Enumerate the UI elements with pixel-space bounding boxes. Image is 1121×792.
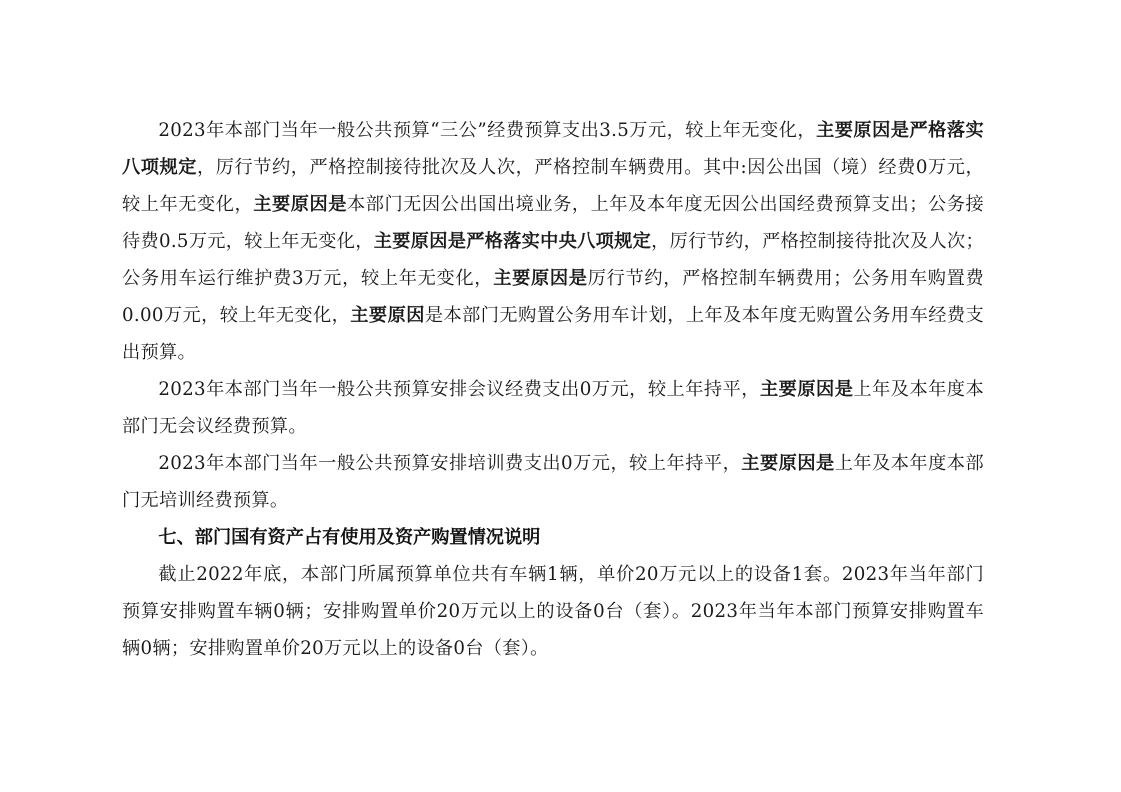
paragraph-meeting-expenses (122, 371, 984, 445)
bold-segment: 主要原因是 (493, 268, 588, 289)
text-segment: 本部门无因公出国出境业务，上年及本年度无因公出国经费预算支出；公务接待费0.5万元，较上年无变化， (122, 194, 984, 252)
text-segment: 2023年本部门当年一般公共预算“三公”经费预算支出3.5万元，较上年无变化， (158, 120, 817, 141)
heading-text: 七、部门国有资产占有使用及资产购置情况说明 (158, 527, 541, 548)
paragraph-three-public-expenses (122, 112, 984, 371)
bold-segment: 主要原因是 (759, 379, 854, 400)
text-segment: 上年及本年度本部门无会议经费预算。 (122, 379, 984, 437)
section-heading-state-assets (122, 519, 984, 556)
paragraph-asset-purchase (122, 556, 984, 667)
document-body (122, 112, 984, 667)
text-segment: 上年及本年度本部门无培训经费预算。 (122, 453, 984, 511)
bold-segment: 主要原因是 (741, 453, 835, 474)
bold-segment: 主要原因是严格落实中央八项规定 (373, 231, 652, 252)
text-segment: 厉行节约，严格控制车辆费用；公务用车购置费0.00万元，较上年无变化， (122, 268, 984, 326)
text-segment: ，厉行节约，严格控制接待批次及人次，严格控制车辆费用。其中:因公出国（境）经费0万元，较上年无变化， (122, 157, 984, 215)
text-segment: 截止2022年底，本部门所属预算单位共有车辆1辆，单价20万元以上的设备1套。2023年当年部门预算安排购置车辆0辆；安排购置单价20万元以上的设备0台（套）。2023年当年本部门预算安排购置车辆0辆；安排购置单价20万元以上的设备0台（套）。 (122, 564, 984, 659)
paragraph-training-expenses (122, 445, 984, 519)
text-segment: 2023年本部门当年一般公共预算安排会议经费支出0万元，较上年持平， (158, 379, 760, 400)
bold-segment: 主要原因是 (253, 194, 347, 215)
bold-segment: 主要原因 (350, 305, 425, 326)
text-segment: 2023年本部门当年一般公共预算安排培训费支出0万元，较上年持平， (158, 453, 742, 474)
text-segment: ，厉行节约，严格控制接待批次及人次；公务用车运行维护费3万元，较上年无变化， (122, 231, 984, 289)
bold-segment: 主要原因是严格落实八项规定 (122, 120, 984, 178)
text-segment: 是本部门无购置公务用车计划，上年及本年度无购置公务用车经费支出预算。 (122, 305, 984, 363)
